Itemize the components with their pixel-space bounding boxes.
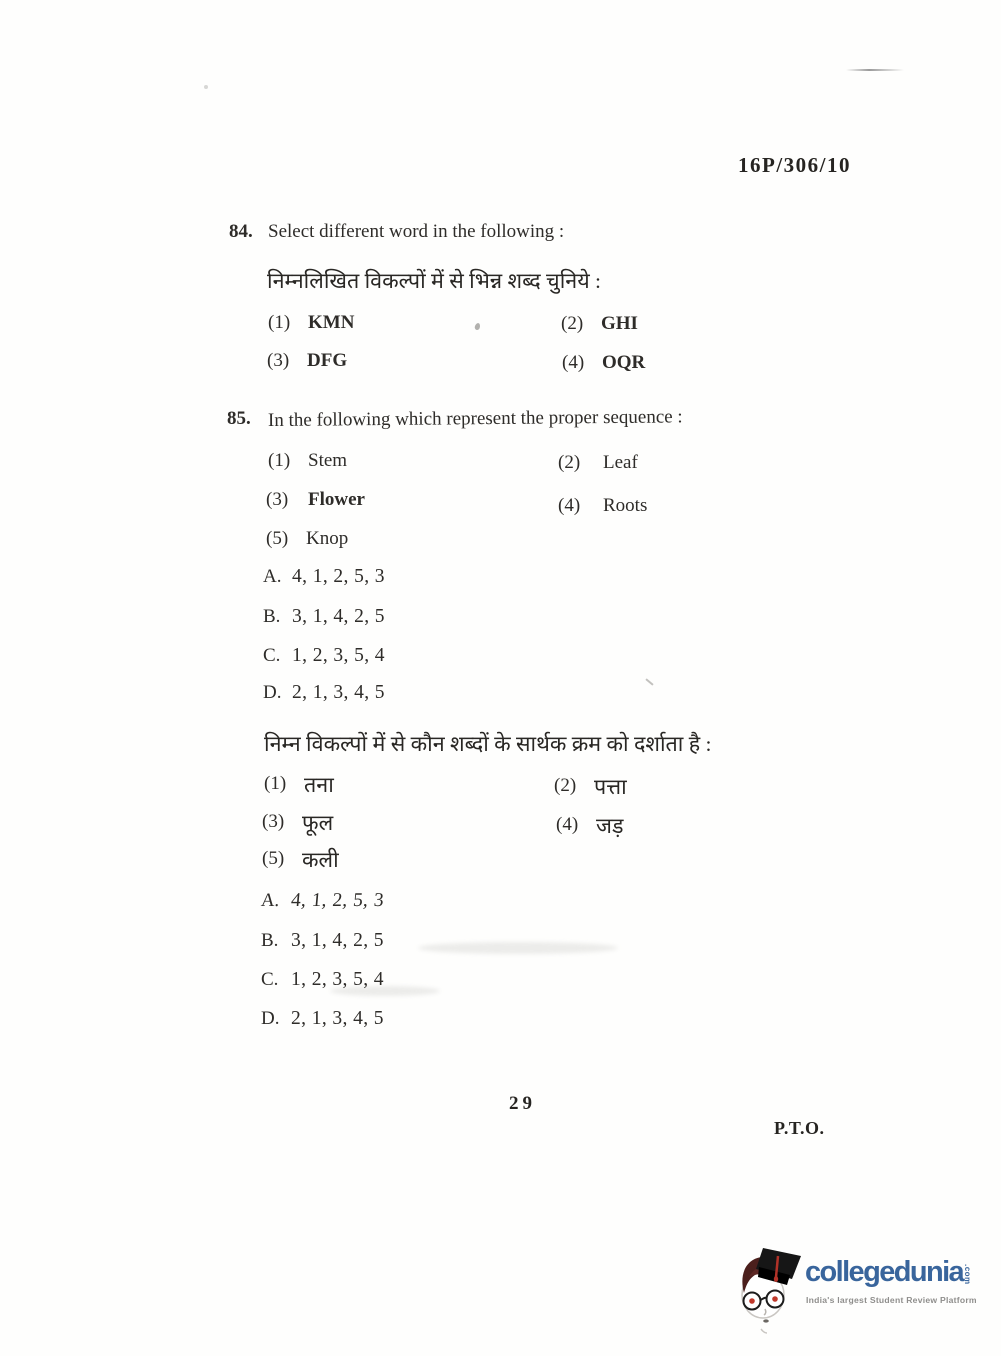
question-85-text-hi: निम्न विकल्पों में से कौन शब्दों के सार्थक क्रम को दर्शाता है :	[264, 732, 712, 756]
q85-option-num: (5)	[266, 528, 289, 549]
q84-option-label: KMN	[308, 312, 355, 333]
q84-option-num: (4)	[562, 352, 585, 373]
q85-option-label: Roots	[603, 495, 648, 516]
q85-option-hi-num: (3)	[262, 811, 285, 832]
q85-option-num: (1)	[268, 450, 291, 471]
q85-seq-hi-letter: A.	[260, 890, 281, 911]
q84-option-label: GHI	[601, 313, 638, 334]
scan-artifact-comma	[474, 322, 481, 330]
q85-seq-letter: A.	[263, 566, 282, 587]
question-84-text-hi: निम्नलिखित विकल्पों में से भिन्न शब्द चुनिये :	[267, 269, 602, 293]
q85-option-label: Stem	[308, 450, 348, 471]
page-number: 29	[509, 1093, 536, 1114]
question-84-number: 84.	[229, 221, 253, 242]
q85-option-hi-label: तना	[304, 773, 334, 797]
question-85-text-en: In the following which represent the proper sequence :	[267, 406, 683, 431]
q85-seq-hi-value: 4, 1, 2, 5, 3	[290, 890, 385, 911]
collegedunia-logo	[735, 1243, 997, 1341]
q85-option-hi-num: (1)	[264, 773, 287, 794]
q85-seq-letter: D.	[263, 682, 282, 703]
q85-seq-hi-letter: D.	[261, 1008, 280, 1029]
q85-option-hi-label: कली	[302, 848, 339, 872]
q85-seq-value: 3, 1, 4, 2, 5	[292, 606, 385, 627]
scan-artifact-smudge	[418, 942, 618, 954]
q85-seq-hi-letter: B.	[261, 930, 279, 951]
q85-option-hi-num: (5)	[262, 848, 285, 869]
scan-artifact-dash	[846, 69, 904, 71]
q85-option-label: Leaf	[603, 452, 638, 473]
pto-label: P.T.O.	[774, 1118, 825, 1138]
q84-option-num: (2)	[561, 313, 584, 334]
collegedunia-mascot-icon	[735, 1247, 803, 1335]
q85-option-label: Flower	[308, 489, 365, 510]
q85-seq-value: 4, 1, 2, 5, 3	[292, 566, 385, 587]
scan-artifact-speck	[204, 85, 208, 89]
q85-seq-value: 1, 2, 3, 5, 4	[292, 645, 385, 666]
q84-option-num: (1)	[268, 312, 291, 333]
collegedunia-brand-text: collegedunia	[805, 1256, 964, 1288]
q85-option-hi-label: पत्ता	[594, 775, 627, 799]
q85-seq-hi-value: 1, 2, 3, 5, 4	[291, 969, 384, 990]
question-85-number: 85.	[227, 408, 251, 429]
collegedunia-tagline: India's largest Student Review Platform	[806, 1295, 977, 1305]
q85-seq-hi-value: 2, 1, 3, 4, 5	[291, 1008, 384, 1029]
q85-option-hi-label: फूल	[302, 811, 334, 835]
collegedunia-tld-text: .com	[963, 1264, 972, 1285]
q85-option-label: Knop	[306, 528, 349, 549]
scan-artifact-slash	[645, 678, 653, 685]
q85-seq-value: 2, 1, 3, 4, 5	[292, 682, 385, 703]
q85-option-hi-num: (4)	[556, 814, 579, 835]
q85-option-hi-label: जड़	[596, 814, 624, 838]
q85-seq-hi-letter: C.	[261, 969, 279, 990]
q84-option-label: OQR	[602, 352, 646, 373]
q85-option-num: (3)	[266, 489, 289, 510]
q84-option-label: DFG	[307, 350, 348, 371]
paper-code: 16P/306/10	[738, 153, 851, 177]
q85-option-num: (4)	[558, 495, 581, 516]
q85-seq-letter: B.	[263, 606, 281, 627]
q85-option-num: (2)	[558, 452, 581, 473]
question-84-text-en: Select different word in the following :	[268, 221, 565, 242]
q85-seq-hi-value: 3, 1, 4, 2, 5	[291, 930, 384, 951]
q85-option-hi-num: (2)	[554, 775, 577, 796]
q85-seq-letter: C.	[263, 645, 281, 666]
q84-option-num: (3)	[267, 350, 290, 371]
